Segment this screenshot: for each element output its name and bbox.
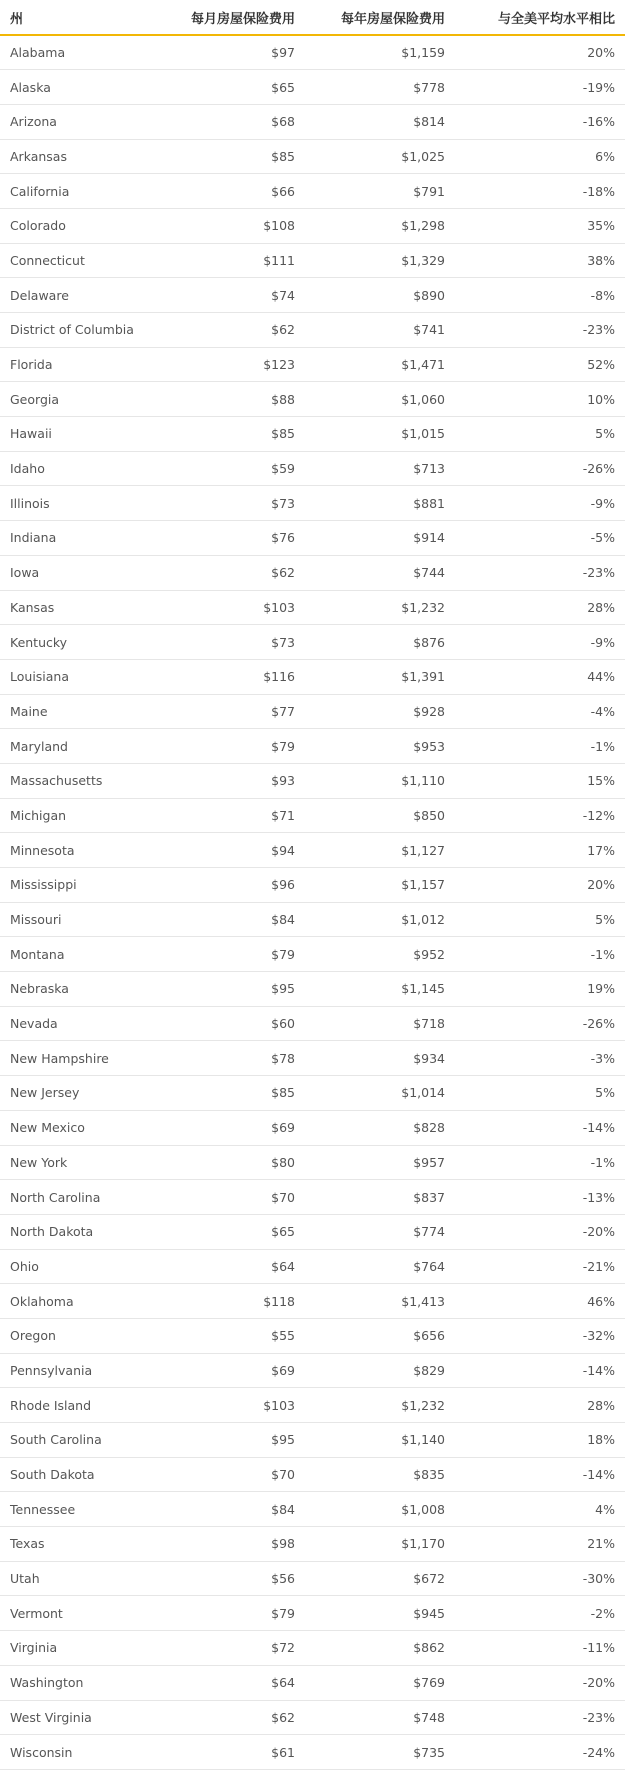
- table-row: [0, 590, 625, 625]
- cell-monthly-cost: $62: [170, 313, 305, 348]
- cell-monthly-cost: $73: [170, 486, 305, 521]
- cell-monthly-cost: $64: [170, 1249, 305, 1284]
- table-row: [0, 1665, 625, 1700]
- cell-state: Louisiana: [0, 659, 170, 694]
- table-body: [0, 35, 625, 1769]
- cell-monthly-cost: $103: [170, 590, 305, 625]
- cell-monthly-cost: $79: [170, 1596, 305, 1631]
- cell-monthly-cost: $68: [170, 104, 305, 139]
- table-row: [0, 451, 625, 486]
- cell-annual-cost: $748: [305, 1700, 455, 1735]
- cell-vs-national-average: -30%: [455, 1561, 625, 1596]
- cell-state: Florida: [0, 347, 170, 382]
- cell-annual-cost: $1,060: [305, 382, 455, 417]
- cell-monthly-cost: $97: [170, 35, 305, 70]
- table-row: [0, 1561, 625, 1596]
- cell-vs-national-average: 17%: [455, 833, 625, 868]
- cell-state: North Carolina: [0, 1180, 170, 1215]
- cell-state: Idaho: [0, 451, 170, 486]
- cell-vs-national-average: -14%: [455, 1110, 625, 1145]
- table-row: [0, 1492, 625, 1527]
- cell-annual-cost: $881: [305, 486, 455, 521]
- table-row: [0, 729, 625, 764]
- cell-state: Minnesota: [0, 833, 170, 868]
- cell-vs-national-average: 15%: [455, 763, 625, 798]
- cell-vs-national-average: -8%: [455, 278, 625, 313]
- cell-state: District of Columbia: [0, 313, 170, 348]
- cell-vs-national-average: 6%: [455, 139, 625, 174]
- cell-state: Vermont: [0, 1596, 170, 1631]
- cell-annual-cost: $1,014: [305, 1076, 455, 1111]
- cell-annual-cost: $1,140: [305, 1423, 455, 1458]
- cell-monthly-cost: $69: [170, 1353, 305, 1388]
- cell-state: South Carolina: [0, 1423, 170, 1458]
- cell-annual-cost: $1,329: [305, 243, 455, 278]
- cell-vs-national-average: 35%: [455, 208, 625, 243]
- cell-vs-national-average: -21%: [455, 1249, 625, 1284]
- cell-vs-national-average: -16%: [455, 104, 625, 139]
- table-row: [0, 278, 625, 313]
- cell-annual-cost: $718: [305, 1006, 455, 1041]
- cell-vs-national-average: -9%: [455, 625, 625, 660]
- table-row: [0, 35, 625, 70]
- table-row: [0, 555, 625, 590]
- cell-state: New York: [0, 1145, 170, 1180]
- table-row: [0, 70, 625, 105]
- cell-annual-cost: $1,232: [305, 590, 455, 625]
- table-row: [0, 1041, 625, 1076]
- cell-monthly-cost: $78: [170, 1041, 305, 1076]
- cell-monthly-cost: $103: [170, 1388, 305, 1423]
- cell-annual-cost: $1,012: [305, 902, 455, 937]
- table-header: [0, 0, 625, 35]
- cell-annual-cost: $928: [305, 694, 455, 729]
- cell-state: Wisconsin: [0, 1735, 170, 1770]
- cell-annual-cost: $957: [305, 1145, 455, 1180]
- cell-state: Arizona: [0, 104, 170, 139]
- cell-state: Nevada: [0, 1006, 170, 1041]
- cell-monthly-cost: $84: [170, 902, 305, 937]
- table-row: [0, 174, 625, 209]
- header-state: 州: [0, 0, 170, 35]
- cell-annual-cost: $735: [305, 1735, 455, 1770]
- cell-monthly-cost: $70: [170, 1180, 305, 1215]
- cell-vs-national-average: -20%: [455, 1665, 625, 1700]
- cell-vs-national-average: -11%: [455, 1631, 625, 1666]
- table-row: [0, 1110, 625, 1145]
- cell-annual-cost: $945: [305, 1596, 455, 1631]
- cell-annual-cost: $778: [305, 70, 455, 105]
- cell-vs-national-average: 20%: [455, 35, 625, 70]
- table-row: [0, 625, 625, 660]
- cell-vs-national-average: -26%: [455, 1006, 625, 1041]
- cell-vs-national-average: 38%: [455, 243, 625, 278]
- cell-monthly-cost: $60: [170, 1006, 305, 1041]
- cell-vs-national-average: 20%: [455, 868, 625, 903]
- cell-vs-national-average: -5%: [455, 521, 625, 556]
- cell-monthly-cost: $66: [170, 174, 305, 209]
- cell-monthly-cost: $85: [170, 139, 305, 174]
- cell-annual-cost: $744: [305, 555, 455, 590]
- table-row: [0, 1318, 625, 1353]
- table-row: [0, 1284, 625, 1319]
- cell-monthly-cost: $111: [170, 243, 305, 278]
- table-row: [0, 833, 625, 868]
- cell-monthly-cost: $79: [170, 729, 305, 764]
- cell-state: Nebraska: [0, 972, 170, 1007]
- cell-state: California: [0, 174, 170, 209]
- table-row: [0, 1423, 625, 1458]
- cell-state: Texas: [0, 1527, 170, 1562]
- cell-state: Alabama: [0, 35, 170, 70]
- table-row: [0, 347, 625, 382]
- cell-vs-national-average: 10%: [455, 382, 625, 417]
- cell-state: Maryland: [0, 729, 170, 764]
- cell-vs-national-average: -23%: [455, 555, 625, 590]
- cell-monthly-cost: $96: [170, 868, 305, 903]
- cell-vs-national-average: -1%: [455, 937, 625, 972]
- cell-monthly-cost: $72: [170, 1631, 305, 1666]
- cell-state: Iowa: [0, 555, 170, 590]
- cell-annual-cost: $934: [305, 1041, 455, 1076]
- cell-annual-cost: $1,110: [305, 763, 455, 798]
- cell-annual-cost: $829: [305, 1353, 455, 1388]
- cell-monthly-cost: $94: [170, 833, 305, 868]
- cell-vs-national-average: -23%: [455, 313, 625, 348]
- cell-annual-cost: $774: [305, 1214, 455, 1249]
- table-row: [0, 972, 625, 1007]
- cell-state: Delaware: [0, 278, 170, 313]
- cell-annual-cost: $876: [305, 625, 455, 660]
- cell-monthly-cost: $59: [170, 451, 305, 486]
- cell-state: Kentucky: [0, 625, 170, 660]
- cell-vs-national-average: 5%: [455, 1076, 625, 1111]
- cell-annual-cost: $1,157: [305, 868, 455, 903]
- cell-vs-national-average: -3%: [455, 1041, 625, 1076]
- cell-state: Colorado: [0, 208, 170, 243]
- table-row: [0, 486, 625, 521]
- cell-annual-cost: $837: [305, 1180, 455, 1215]
- cell-annual-cost: $952: [305, 937, 455, 972]
- cell-state: Maine: [0, 694, 170, 729]
- cell-vs-national-average: -26%: [455, 451, 625, 486]
- table-row: [0, 1353, 625, 1388]
- cell-monthly-cost: $62: [170, 1700, 305, 1735]
- cell-vs-national-average: 44%: [455, 659, 625, 694]
- cell-annual-cost: $850: [305, 798, 455, 833]
- table-row: [0, 659, 625, 694]
- cell-state: Massachusetts: [0, 763, 170, 798]
- table-row: [0, 1735, 625, 1770]
- table-row: [0, 1700, 625, 1735]
- table-row: [0, 417, 625, 452]
- cell-state: Michigan: [0, 798, 170, 833]
- cell-state: Indiana: [0, 521, 170, 556]
- cell-annual-cost: $769: [305, 1665, 455, 1700]
- table-row: [0, 1214, 625, 1249]
- table-row: [0, 1527, 625, 1562]
- cell-state: Mississippi: [0, 868, 170, 903]
- cell-annual-cost: $713: [305, 451, 455, 486]
- cell-annual-cost: $1,170: [305, 1527, 455, 1562]
- cell-annual-cost: $1,413: [305, 1284, 455, 1319]
- table-row: [0, 1006, 625, 1041]
- table-row: [0, 798, 625, 833]
- cell-vs-national-average: -19%: [455, 70, 625, 105]
- cell-vs-national-average: -2%: [455, 1596, 625, 1631]
- cell-annual-cost: $1,025: [305, 139, 455, 174]
- cell-monthly-cost: $70: [170, 1457, 305, 1492]
- cell-vs-national-average: -1%: [455, 729, 625, 764]
- cell-monthly-cost: $116: [170, 659, 305, 694]
- cell-vs-national-average: -24%: [455, 1735, 625, 1770]
- cell-annual-cost: $656: [305, 1318, 455, 1353]
- cell-monthly-cost: $74: [170, 278, 305, 313]
- table-row: [0, 313, 625, 348]
- cell-monthly-cost: $93: [170, 763, 305, 798]
- cell-annual-cost: $1,391: [305, 659, 455, 694]
- table-row: [0, 1388, 625, 1423]
- cell-vs-national-average: -13%: [455, 1180, 625, 1215]
- cell-vs-national-average: -18%: [455, 174, 625, 209]
- table-row: [0, 104, 625, 139]
- cell-vs-national-average: 46%: [455, 1284, 625, 1319]
- cell-state: Illinois: [0, 486, 170, 521]
- cell-annual-cost: $890: [305, 278, 455, 313]
- cell-monthly-cost: $77: [170, 694, 305, 729]
- cell-annual-cost: $914: [305, 521, 455, 556]
- cell-vs-national-average: 5%: [455, 417, 625, 452]
- cell-monthly-cost: $76: [170, 521, 305, 556]
- cell-vs-national-average: 19%: [455, 972, 625, 1007]
- table-row: [0, 1180, 625, 1215]
- cell-state: South Dakota: [0, 1457, 170, 1492]
- cell-annual-cost: $1,159: [305, 35, 455, 70]
- cell-monthly-cost: $65: [170, 1214, 305, 1249]
- cell-vs-national-average: -23%: [455, 1700, 625, 1735]
- table-row: [0, 1076, 625, 1111]
- table-row: [0, 763, 625, 798]
- cell-state: Alaska: [0, 70, 170, 105]
- cell-monthly-cost: $69: [170, 1110, 305, 1145]
- cell-state: Hawaii: [0, 417, 170, 452]
- cell-monthly-cost: $95: [170, 972, 305, 1007]
- cell-monthly-cost: $73: [170, 625, 305, 660]
- cell-annual-cost: $1,232: [305, 1388, 455, 1423]
- cell-state: Georgia: [0, 382, 170, 417]
- cell-monthly-cost: $80: [170, 1145, 305, 1180]
- cell-annual-cost: $741: [305, 313, 455, 348]
- cell-state: Tennessee: [0, 1492, 170, 1527]
- cell-vs-national-average: -32%: [455, 1318, 625, 1353]
- cell-annual-cost: $1,145: [305, 972, 455, 1007]
- cell-annual-cost: $835: [305, 1457, 455, 1492]
- cell-state: Pennsylvania: [0, 1353, 170, 1388]
- table-row: [0, 1249, 625, 1284]
- cell-monthly-cost: $55: [170, 1318, 305, 1353]
- cell-state: Oregon: [0, 1318, 170, 1353]
- cell-state: North Dakota: [0, 1214, 170, 1249]
- cell-vs-national-average: 21%: [455, 1527, 625, 1562]
- cell-vs-national-average: -14%: [455, 1457, 625, 1492]
- cell-annual-cost: $1,298: [305, 208, 455, 243]
- cell-vs-national-average: 5%: [455, 902, 625, 937]
- table-row: [0, 902, 625, 937]
- cell-annual-cost: $1,127: [305, 833, 455, 868]
- cell-state: New Mexico: [0, 1110, 170, 1145]
- cell-state: Ohio: [0, 1249, 170, 1284]
- table-row: [0, 868, 625, 903]
- cell-monthly-cost: $61: [170, 1735, 305, 1770]
- cell-state: Arkansas: [0, 139, 170, 174]
- cell-annual-cost: $1,015: [305, 417, 455, 452]
- cell-monthly-cost: $85: [170, 417, 305, 452]
- cell-state: Kansas: [0, 590, 170, 625]
- cell-state: New Jersey: [0, 1076, 170, 1111]
- cell-annual-cost: $814: [305, 104, 455, 139]
- cell-vs-national-average: -9%: [455, 486, 625, 521]
- cell-annual-cost: $764: [305, 1249, 455, 1284]
- cell-vs-national-average: 4%: [455, 1492, 625, 1527]
- table-row: [0, 1457, 625, 1492]
- cell-annual-cost: $828: [305, 1110, 455, 1145]
- table-row: [0, 139, 625, 174]
- cell-monthly-cost: $118: [170, 1284, 305, 1319]
- header-vs-national-average: 与全美平均水平相比: [455, 0, 625, 35]
- cell-monthly-cost: $62: [170, 555, 305, 590]
- cell-state: Washington: [0, 1665, 170, 1700]
- cell-state: New Hampshire: [0, 1041, 170, 1076]
- cell-state: Connecticut: [0, 243, 170, 278]
- cell-monthly-cost: $71: [170, 798, 305, 833]
- cell-state: West Virginia: [0, 1700, 170, 1735]
- cell-monthly-cost: $85: [170, 1076, 305, 1111]
- cell-monthly-cost: $65: [170, 70, 305, 105]
- cell-vs-national-average: -1%: [455, 1145, 625, 1180]
- table-row: [0, 208, 625, 243]
- cell-state: Montana: [0, 937, 170, 972]
- cell-monthly-cost: $95: [170, 1423, 305, 1458]
- cell-annual-cost: $862: [305, 1631, 455, 1666]
- cell-vs-national-average: 28%: [455, 1388, 625, 1423]
- cell-monthly-cost: $108: [170, 208, 305, 243]
- cell-monthly-cost: $64: [170, 1665, 305, 1700]
- cell-vs-national-average: -4%: [455, 694, 625, 729]
- cell-monthly-cost: $56: [170, 1561, 305, 1596]
- cell-state: Rhode Island: [0, 1388, 170, 1423]
- cell-monthly-cost: $88: [170, 382, 305, 417]
- cell-state: Missouri: [0, 902, 170, 937]
- cell-state: Virginia: [0, 1631, 170, 1666]
- header-monthly-cost: 每月房屋保险费用: [170, 0, 305, 35]
- cell-state: Utah: [0, 1561, 170, 1596]
- table-row: [0, 694, 625, 729]
- cell-vs-national-average: -20%: [455, 1214, 625, 1249]
- cell-annual-cost: $1,008: [305, 1492, 455, 1527]
- cell-monthly-cost: $79: [170, 937, 305, 972]
- cell-monthly-cost: $123: [170, 347, 305, 382]
- table-row: [0, 521, 625, 556]
- cell-vs-national-average: -14%: [455, 1353, 625, 1388]
- table-row: [0, 1596, 625, 1631]
- table-row: [0, 243, 625, 278]
- cell-monthly-cost: $84: [170, 1492, 305, 1527]
- cell-vs-national-average: 52%: [455, 347, 625, 382]
- cell-vs-national-average: 18%: [455, 1423, 625, 1458]
- table-row: [0, 382, 625, 417]
- header-annual-cost: 每年房屋保险费用: [305, 0, 455, 35]
- cell-vs-national-average: 28%: [455, 590, 625, 625]
- cell-annual-cost: $672: [305, 1561, 455, 1596]
- cell-annual-cost: $1,471: [305, 347, 455, 382]
- cell-state: Oklahoma: [0, 1284, 170, 1319]
- cell-annual-cost: $791: [305, 174, 455, 209]
- cell-vs-national-average: -12%: [455, 798, 625, 833]
- table-row: [0, 1145, 625, 1180]
- table-row: [0, 1631, 625, 1666]
- header-row: [0, 0, 625, 35]
- table-row: [0, 937, 625, 972]
- cell-annual-cost: $953: [305, 729, 455, 764]
- cell-monthly-cost: $98: [170, 1527, 305, 1562]
